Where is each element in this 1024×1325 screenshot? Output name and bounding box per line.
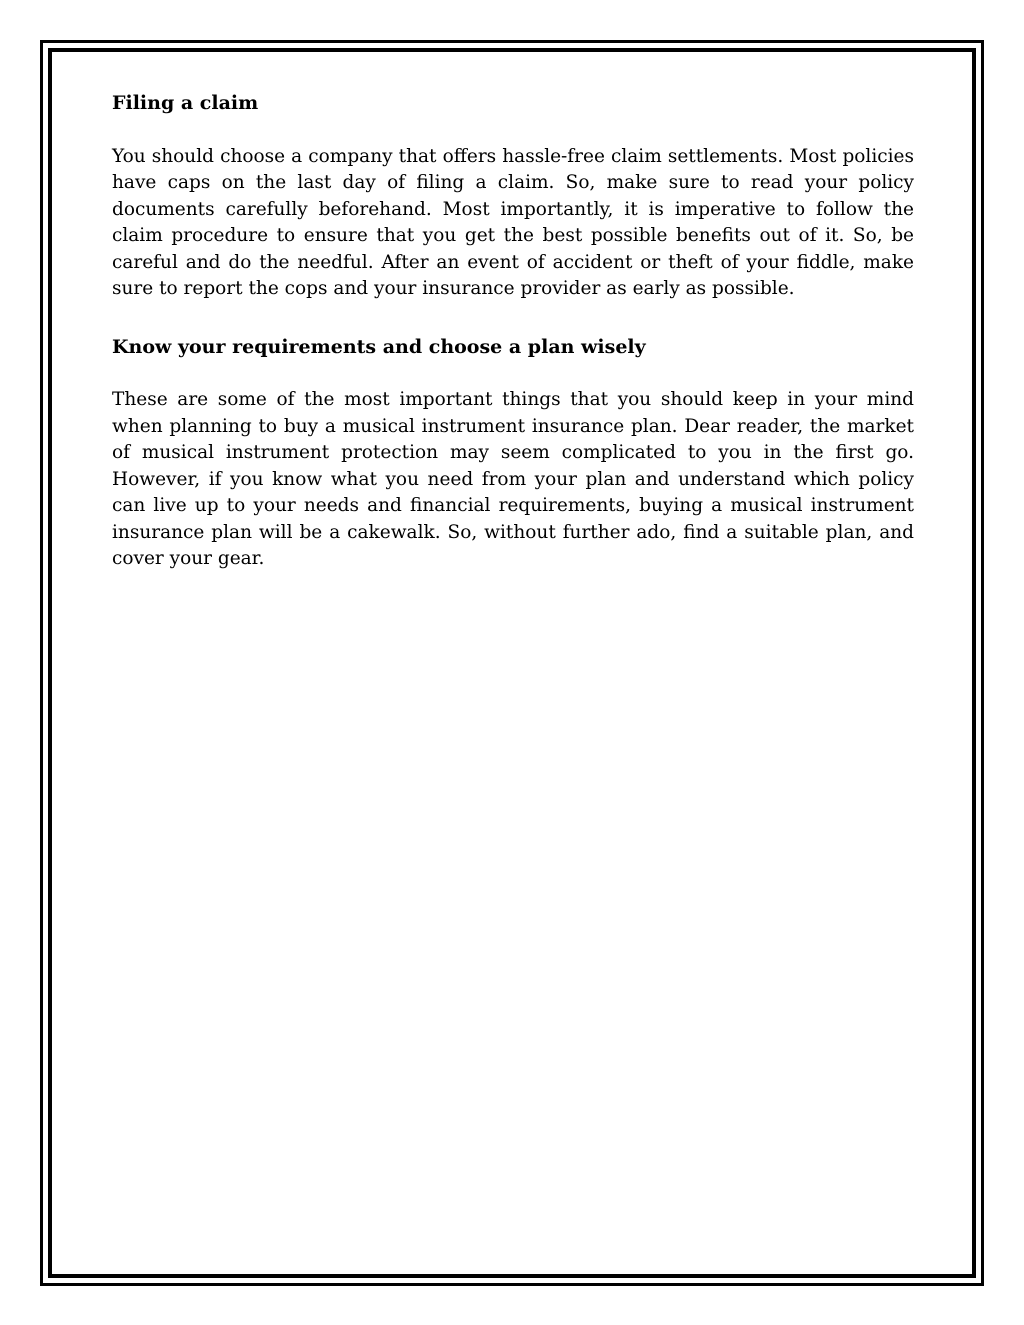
document-body xyxy=(112,86,914,573)
section-paragraph-requirements: These are some of the most important things that you should keep in your mind when planning to buy a musical instrument insurance plan. Dear reader, the market of musical instrument protection may seem complicated to you in the first go. However, if you know what you need from your plan and understand which policy can live up to your needs and financial requirements, buying a musical instrument insurance plan will be a cakewalk. So, without further ado, find a suitable plan, and cover your gear. xyxy=(112,389,914,569)
section-heading-filing-claim: Filing a claim xyxy=(112,92,259,114)
section-heading-requirements: Know your requirements and choose a plan wisely xyxy=(112,335,646,358)
section-paragraph-filing-claim: You should choose a company that offers hassle-free claim settlements. Most policies have caps on the last day of filing a claim. So, make sure to read your policy documents carefully beforehand. Most importantly, it is imperative to follow the claim procedure to ensure that you get the best possible benefits out of it. So, be careful and do the needful. After an event of accident or theft of your fiddle, make sure to report the cops and your insurance provider as early as possible. xyxy=(112,145,914,299)
